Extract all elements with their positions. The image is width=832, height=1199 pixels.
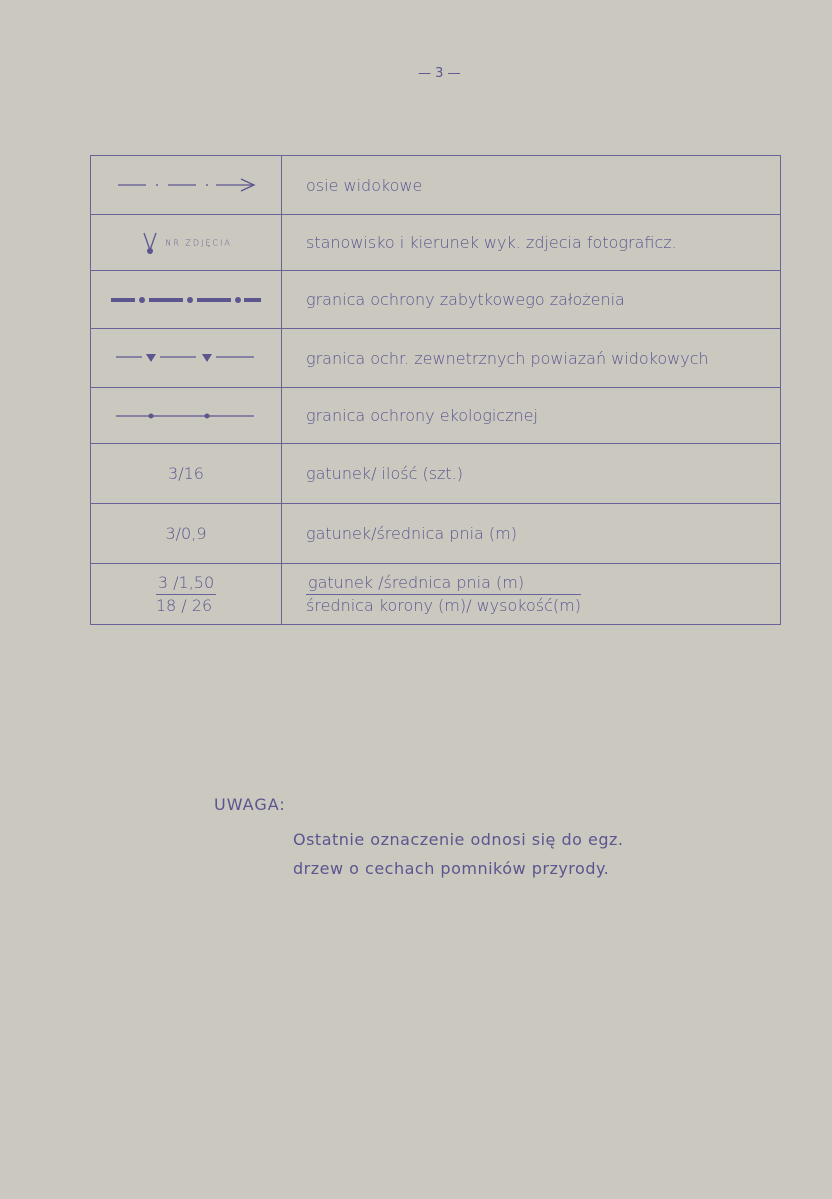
fraction-bottom: 18 / 26 [155,595,213,615]
legend-symbol-text: 3/16 [91,444,282,504]
legend-description: osie widokowe [282,156,781,215]
legend-description: gatunek/ ilość (szt.) [282,444,781,504]
line-with-dots-icon [91,388,282,444]
fraction-top: 3 /1,50 [156,572,216,595]
legend-row [91,215,781,271]
tree-fraction-description [306,572,581,617]
legend-description: granica ochrony ekologicznej [282,388,781,444]
heavy-dash-dot-line-icon [91,271,282,329]
view-axis-arrow-icon [91,156,282,215]
legend-row [91,156,781,215]
legend-description: granica ochr. zewnetrznych powiazań widokowych [282,329,781,388]
legend-row [91,564,781,625]
legend-row [91,388,781,444]
line-with-triangles-icon [91,329,282,388]
legend-row [91,329,781,388]
note-title: UWAGA: [214,795,286,814]
photo-number-label: NR ZDJĘCIA [165,238,232,247]
legend-symbol-text: 3/0,9 [91,504,282,564]
page-number: — 3 — [418,66,461,81]
legend-description: granica ochrony zabytkowego założenia [282,271,781,329]
note-line: Ostatnie oznaczenie odnosi się do egz. [293,830,624,849]
legend-table [90,155,781,625]
legend-row [91,444,781,504]
legend-description: gatunek/średnica pnia (m) [282,504,781,564]
note-line: drzew o cechach pomników przyrody. [293,859,610,878]
photo-station-icon [140,231,160,255]
note-text [293,825,623,883]
legend-description: stanowisko i kierunek wyk. zdjecia fotograficz. [282,215,781,271]
tree-fraction-symbol [156,572,216,617]
legend-row [91,271,781,329]
legend-row [91,504,781,564]
fraction-top-description: gatunek /średnica pnia (m) [306,572,581,595]
fraction-bottom-description: średnica korony (m)/ wysokość(m) [306,595,581,615]
